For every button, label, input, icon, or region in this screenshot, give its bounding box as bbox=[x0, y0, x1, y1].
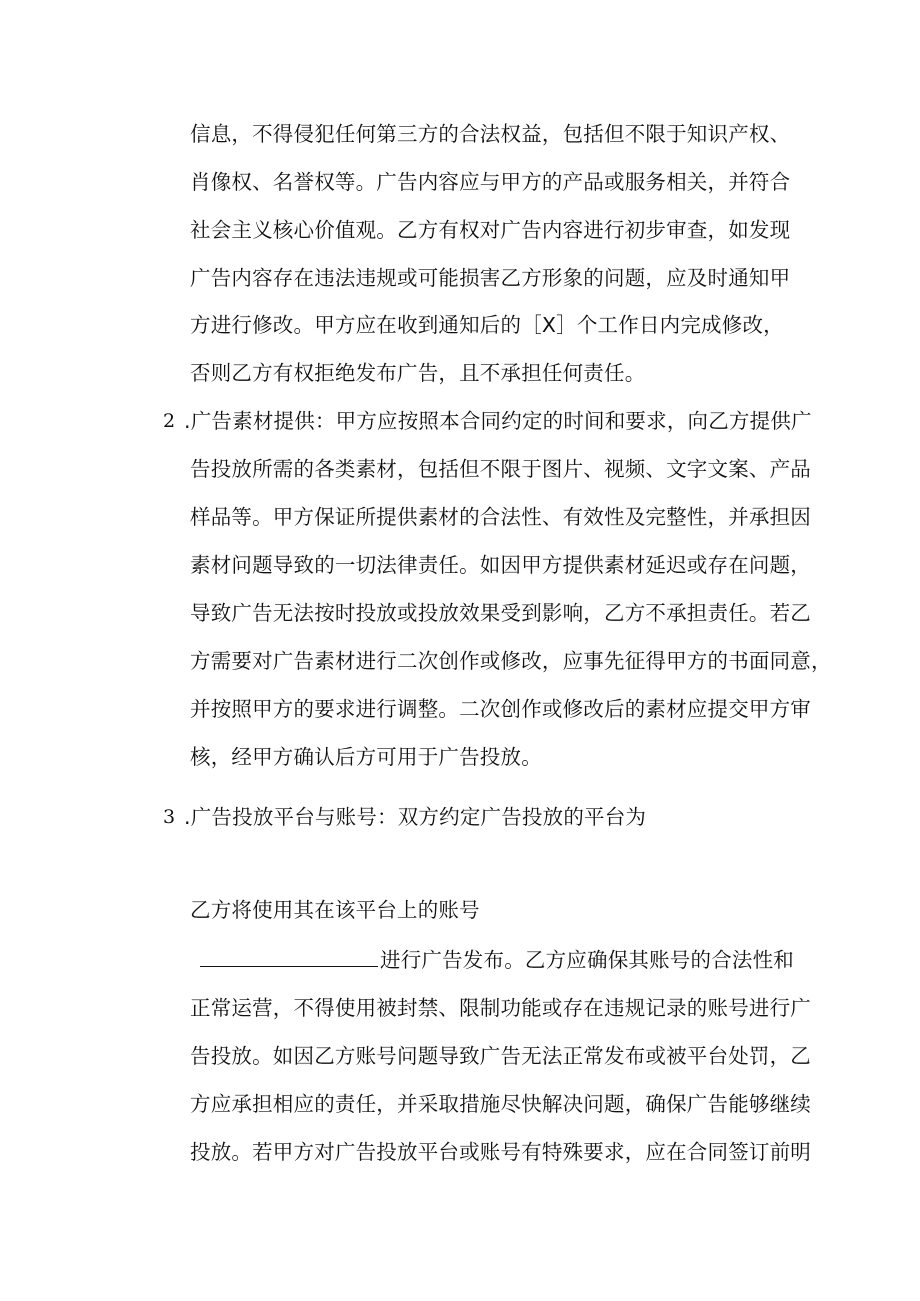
paragraph-line: 并按照甲方的要求进行调整。二次创作或修改后的素材应提交甲方审 bbox=[190, 697, 811, 721]
clause-heading-line: .广告投放平台与账号：双方约定广告投放的平台为 bbox=[184, 805, 647, 829]
blank-line-text: 进行广告发布。乙方应确保其账号的合法性和 bbox=[380, 948, 794, 972]
paragraph-line: 乙方将使用其在该平台上的账号 bbox=[190, 898, 480, 922]
paragraph-line: 否则乙方有权拒绝发布广告，且不承担任何责任。 bbox=[190, 361, 646, 385]
clause-number: 2 bbox=[163, 410, 176, 432]
blank-fill-line bbox=[200, 946, 794, 974]
paragraph-line: 肖像权、名誉权等。广告内容应与甲方的产品或服务相关，并符合 bbox=[190, 170, 791, 194]
paragraph-line: 正常运营，不得使用被封禁、限制功能或存在违规记录的账号进行广 bbox=[190, 996, 811, 1020]
paragraph-line: 方应承担相应的责任，并采取措施尽快解决问题，确保广告能够继续 bbox=[190, 1092, 811, 1116]
paragraph-line: 投放。若甲方对广告投放平台或账号有特殊要求，应在合同签订前明 bbox=[190, 1140, 811, 1164]
paragraph-line: 样品等。甲方保证所提供素材的合法性、有效性及完整性，并承担因 bbox=[190, 505, 811, 529]
paragraph-line: 核，经甲方确认后方可用于广告投放。 bbox=[190, 745, 542, 769]
paragraph-line: 素材问题导致的一切法律责任。如因甲方提供素材延迟或存在问题， bbox=[190, 553, 811, 577]
paragraph-line: 告投放。如因乙方账号问题导致广告无法正常发布或被平台处罚，乙 bbox=[190, 1044, 811, 1068]
paragraph-line: 告投放所需的各类素材，包括但不限于图片、视频、文字文案、产品 bbox=[190, 457, 811, 481]
paragraph-line: 社会主义核心价值观。乙方有权对广告内容进行初步审查，如发现 bbox=[190, 218, 791, 242]
paragraph-line: 方进行修改。甲方应在收到通知后的［X］个工作日内完成修改， bbox=[190, 313, 784, 337]
paragraph-line: 导致广告无法按时投放或投放效果受到影响，乙方不承担责任。若乙 bbox=[190, 601, 811, 625]
clause-number: 3 bbox=[163, 806, 176, 828]
paragraph-line: 方需要对广告素材进行二次创作或修改，应事先征得甲方的书面同意， bbox=[190, 649, 832, 673]
paragraph-line: 信息，不得侵犯任何第三方的合法权益，包括但不限于知识产权、 bbox=[190, 122, 791, 146]
fill-in-blank[interactable] bbox=[200, 946, 378, 967]
clause-heading-line: .广告素材提供：甲方应按照本合同约定的时间和要求，向乙方提供广 bbox=[184, 409, 812, 433]
paragraph-line: 广告内容存在违法违规或可能损害乙方形象的问题，应及时通知甲 bbox=[190, 266, 791, 290]
